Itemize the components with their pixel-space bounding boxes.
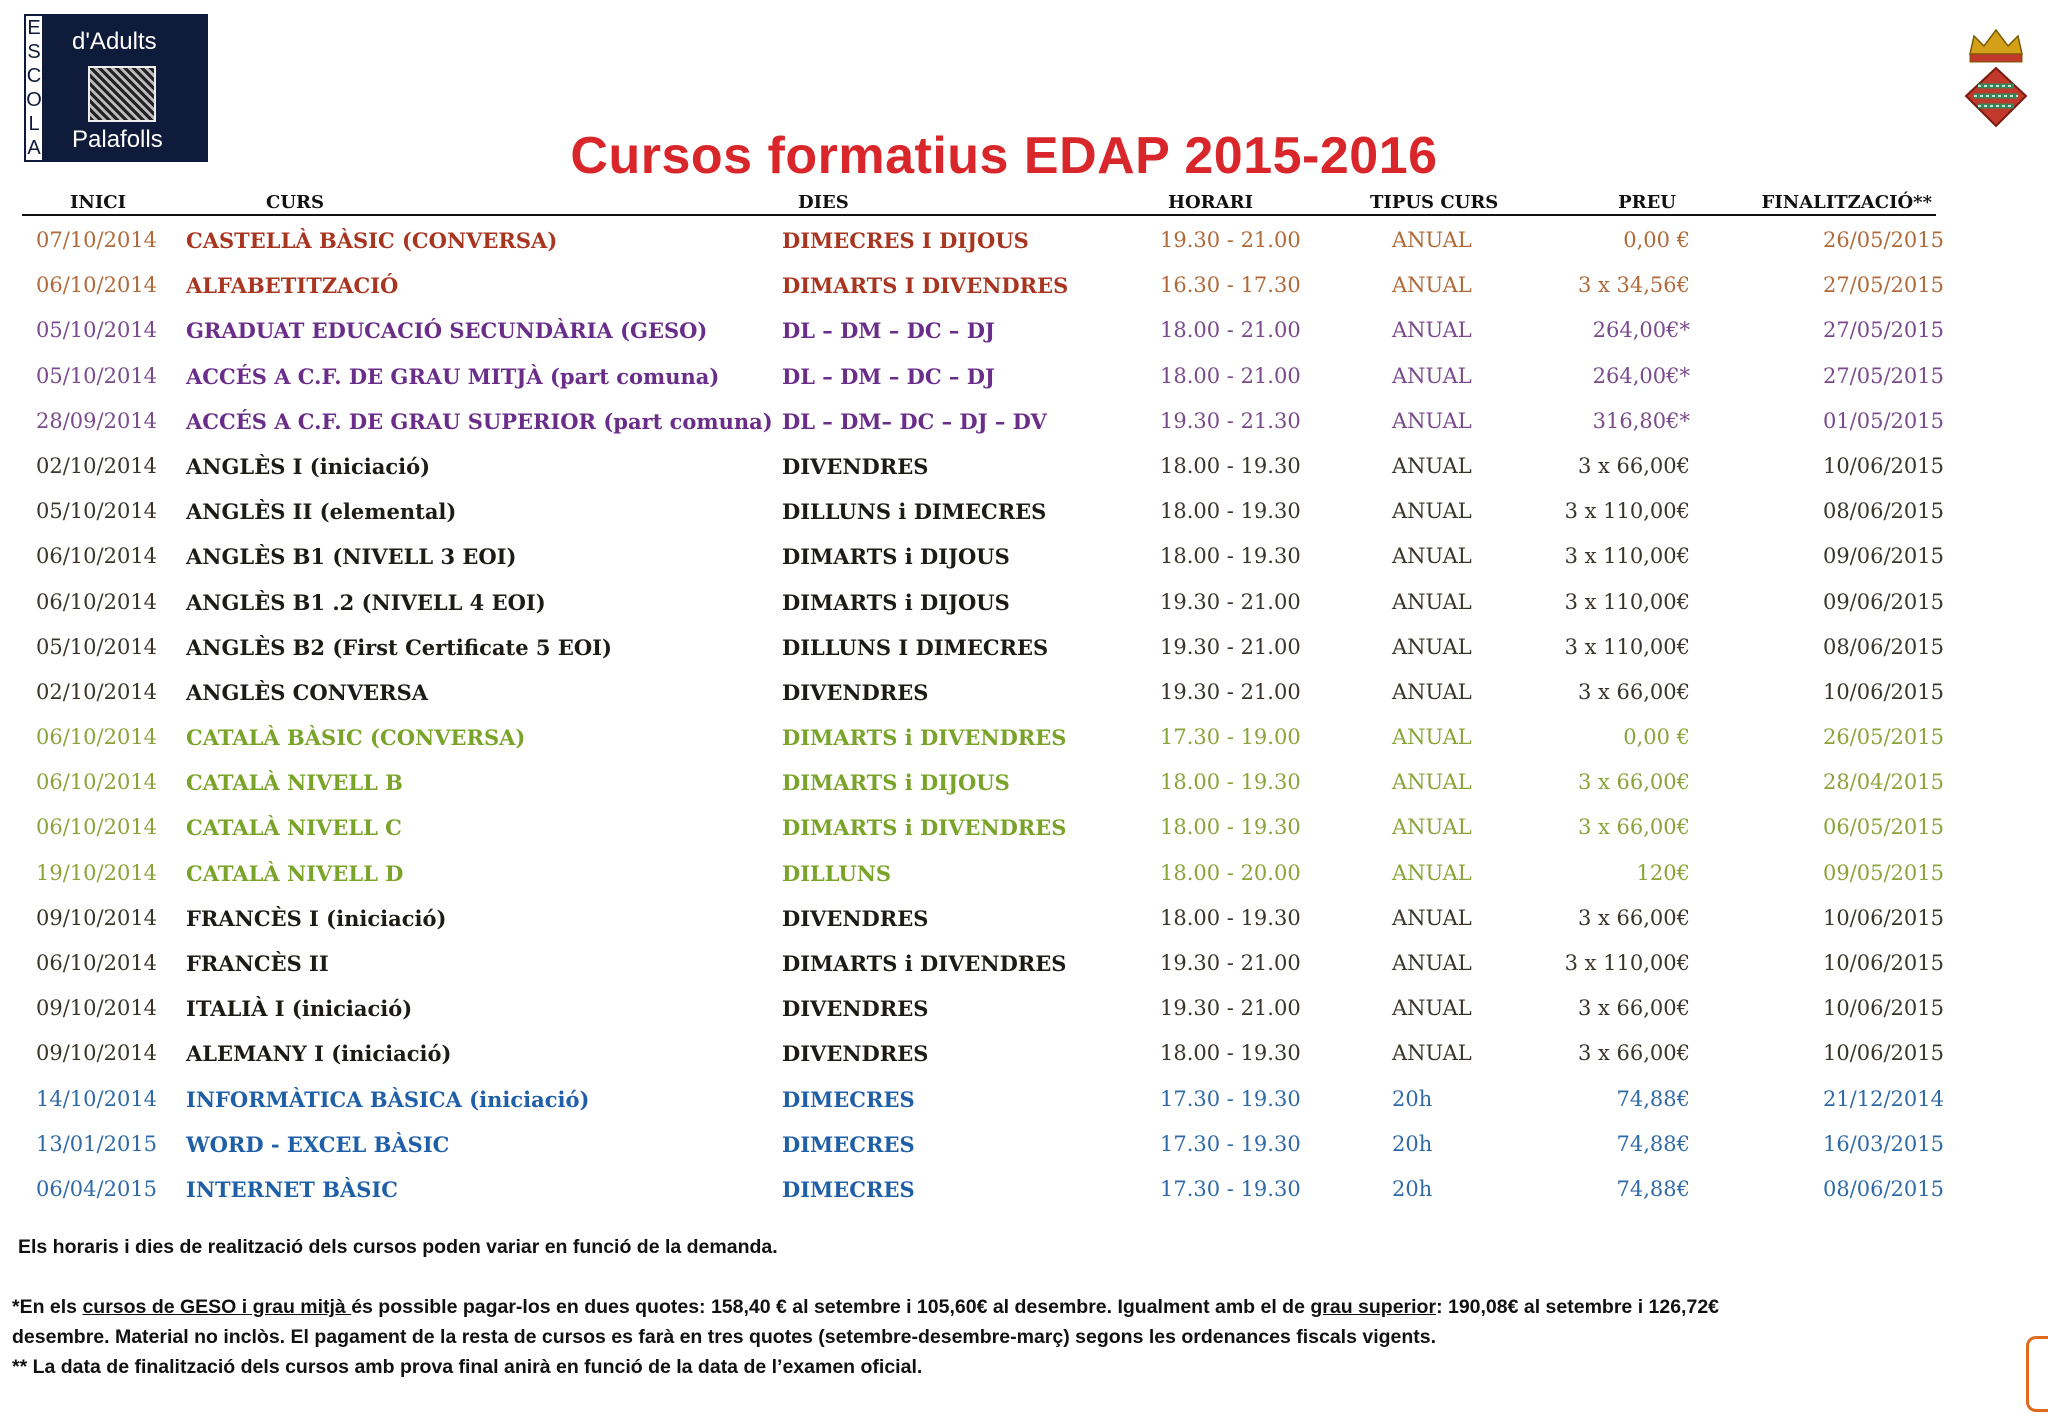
header-horari: HORARI [1168,192,1253,213]
cell-curs: CATALÀ NIVELL D [186,860,404,886]
cell-preu: 0,00 € [1623,725,1690,750]
cell-preu: 74,88€ [1616,1131,1690,1156]
cell-dies: DIVENDRES [782,1041,929,1067]
cell-dies: DIMARTS I DIVENDRES [782,273,1069,299]
cell-dies: DILLUNS i DIMECRES [782,499,1047,525]
cell-curs: ACCÉS A C.F. DE GRAU SUPERIOR (part comuna) [186,408,773,434]
cell-finalitzacio: 16/03/2015 [1822,1131,1944,1156]
cell-finalitzacio: 27/05/2015 [1822,363,1944,388]
note-finalization: ** La data de finalització dels cursos amb prova final anirà en funció de la data de l’examen oficial. [12,1356,923,1378]
logo-letter: L [28,113,40,135]
cell-finalitzacio: 10/06/2015 [1822,905,1944,930]
cell-preu: 74,88€ [1616,1086,1690,1111]
cell-inici: 05/10/2014 [36,634,158,659]
cell-inici: 02/10/2014 [36,679,158,704]
cell-preu: 0,00 € [1623,228,1690,252]
cell-dies: DIVENDRES [782,679,929,705]
table-row [22,261,1944,306]
cell-inici: 09/10/2014 [36,905,158,930]
cell-tipus: ANUAL [1392,363,1472,388]
cell-finalitzacio: 26/05/2015 [1822,228,1944,252]
header-finalitzacio: FINALITZACIÓ** [1761,192,1932,213]
cell-inici: 06/10/2014 [36,815,158,840]
cell-inici: 19/10/2014 [36,860,158,885]
cell-inici: 09/10/2014 [36,1041,158,1066]
cell-tipus: 20h [1392,1131,1433,1156]
table-row [22,1165,1944,1210]
table-row [22,397,1944,442]
cell-preu: 74,88€ [1616,1176,1690,1201]
table-row [22,532,1944,577]
cell-preu: 3 x 110,00€ [1564,634,1690,659]
cell-dies: DL – DM – DC – DJ [782,318,995,344]
cell-curs: ANGLÈS B1 (NIVELL 3 EOI) [186,544,517,570]
cell-tipus: ANUAL [1392,996,1472,1021]
courses-table [22,190,1944,1210]
table-row [22,216,1944,261]
cell-horari: 18.00 - 21.00 [1160,363,1301,388]
cell-dies: DIMECRES I DIJOUS [782,228,1029,253]
logo-letter: O [26,89,42,111]
cell-tipus: ANUAL [1392,273,1472,298]
cell-finalitzacio: 08/06/2015 [1822,499,1944,524]
cell-dies: DILLUNS [782,860,892,886]
table-row [22,578,1944,623]
cell-horari: 18.00 - 19.30 [1160,905,1301,930]
cell-finalitzacio: 09/06/2015 [1822,544,1944,569]
cell-dies: DIVENDRES [782,453,929,479]
cell-horari: 18.00 - 19.30 [1160,1041,1301,1066]
cell-curs: CATALÀ NIVELL C [186,815,402,841]
cell-curs: ALFABETITZACIÓ [186,273,399,299]
cell-preu: 3 x 66,00€ [1577,453,1690,478]
note-text: és possible pagar-los en dues quotes: 158,40 € al setembre i 105,60€ al desembre. Igualment amb el de [351,1296,1311,1318]
cell-tipus: ANUAL [1392,499,1472,524]
cell-horari: 18.00 - 19.30 [1160,770,1301,795]
cell-dies: DIMARTS i DIVENDRES [782,815,1067,841]
table-body [22,216,1944,1210]
table-row [22,623,1944,668]
note-underlined: grau superior [1310,1296,1437,1318]
cell-dies: DIMECRES [782,1131,915,1157]
cell-curs: ANGLÈS II (elemental) [186,499,457,525]
cell-horari: 19.30 - 21.30 [1160,408,1301,433]
cell-finalitzacio: 06/05/2015 [1822,815,1944,840]
cell-curs: CATALÀ NIVELL B [186,770,403,796]
cell-horari: 17.30 - 19.00 [1160,725,1301,750]
logo-letter: E [27,17,41,39]
cell-curs: ANGLÈS B1 .2 (NIVELL 4 EOI) [186,589,546,615]
note-schedule: Els horaris i dies de realització dels cursos poden variar en funció de la demanda. [18,1236,778,1258]
cell-dies: DIVENDRES [782,996,929,1022]
cell-horari: 19.30 - 21.00 [1160,679,1301,704]
cell-inici: 06/10/2014 [36,544,158,569]
page-title: Cursos formatius EDAP 2015-2016 [570,127,1438,185]
table-row [22,1120,1944,1165]
cell-preu: 3 x 66,00€ [1577,996,1690,1021]
note-underlined: cursos de GESO i grau mitjà [82,1296,352,1318]
cell-dies: DIMARTS i DIJOUS [782,544,1010,570]
cell-inici: 06/10/2014 [36,273,158,298]
cell-horari: 19.30 - 21.00 [1160,996,1301,1021]
table-row [22,803,1944,848]
table-row [22,713,1944,758]
header-tipus: TIPUS CURS [1370,192,1499,213]
cell-preu: 120€ [1636,860,1690,885]
cell-tipus: ANUAL [1392,725,1472,750]
cell-preu: 3 x 110,00€ [1564,951,1690,975]
logo-letter: C [26,65,42,87]
cell-dies: DIVENDRES [782,905,929,931]
cell-curs: INTERNET BÀSIC [186,1176,398,1202]
note-text: *En els [12,1296,83,1318]
cell-tipus: ANUAL [1392,589,1472,614]
cell-curs: FRANCÈS II [186,951,329,976]
cell-finalitzacio: 10/06/2015 [1822,951,1944,975]
cell-curs: ANGLÈS I (iniciació) [186,453,431,479]
header-preu: PREU [1618,192,1676,213]
cell-curs: INFORMÀTICA BÀSICA (iniciació) [186,1086,590,1112]
cell-dies: DIMECRES [782,1086,915,1112]
cell-inici: 02/10/2014 [36,453,158,478]
logo-letter: A [27,137,41,159]
cell-horari: 17.30 - 19.30 [1160,1086,1301,1111]
header-curs: CURS [266,192,324,213]
cell-inici: 05/10/2014 [36,499,158,524]
cell-preu: 3 x 110,00€ [1564,544,1690,569]
cell-tipus: ANUAL [1392,634,1472,659]
cell-finalitzacio: 09/06/2015 [1822,589,1944,614]
cell-preu: 3 x 66,00€ [1577,905,1690,930]
cell-preu: 3 x 110,00€ [1564,589,1690,614]
cell-curs: ALEMANY I (iniciació) [186,1041,452,1067]
logo-bottom-text: Palafolls [72,126,163,153]
cell-tipus: ANUAL [1392,228,1472,252]
cell-horari: 18.00 - 19.30 [1160,815,1301,840]
cell-horari: 17.30 - 19.30 [1160,1176,1301,1201]
cell-inici: 05/10/2014 [36,363,158,388]
cell-preu: 3 x 66,00€ [1577,1041,1690,1066]
table-row [22,939,1944,984]
cell-finalitzacio: 26/05/2015 [1822,725,1944,750]
cell-inici: 06/10/2014 [36,951,158,975]
town-crest-icon [1960,24,2032,134]
cell-tipus: ANUAL [1392,1041,1472,1066]
cell-horari: 18.00 - 19.30 [1160,453,1301,478]
cell-tipus: ANUAL [1392,815,1472,840]
cell-inici: 14/10/2014 [36,1086,158,1111]
cell-horari: 16.30 - 17.30 [1160,273,1301,298]
cell-finalitzacio: 10/06/2015 [1822,453,1944,478]
logo-letter: S [27,41,41,63]
cell-finalitzacio: 10/06/2015 [1822,679,1944,704]
cell-dies: DL – DM– DC – DJ – DV [782,408,1047,434]
cell-preu: 3 x 66,00€ [1577,679,1690,704]
cell-tipus: 20h [1392,1176,1433,1201]
cell-curs: GRADUAT EDUCACIÓ SECUNDÀRIA (GESO) [186,318,708,344]
cell-tipus: ANUAL [1392,544,1472,569]
cell-dies: DIMARTS i DIVENDRES [782,951,1067,976]
cell-curs: ANGLÈS B2 (First Certificate 5 EOI) [186,634,612,660]
cell-horari: 18.00 - 21.00 [1160,318,1301,343]
table-row [22,306,1944,351]
cell-curs: ANGLÈS CONVERSA [186,679,429,705]
corner-stamp [2026,1336,2048,1412]
cell-tipus: ANUAL [1392,408,1472,433]
cell-inici: 05/10/2014 [36,318,158,343]
cell-curs: ITALIÀ I (iniciació) [186,996,413,1022]
cell-finalitzacio: 08/06/2015 [1822,1176,1944,1201]
cell-curs: WORD - EXCEL BÀSIC [186,1131,450,1157]
cell-dies: DL – DM – DC – DJ [782,363,995,389]
cell-finalitzacio: 09/05/2015 [1822,860,1944,885]
cell-dies: DILLUNS I DIMECRES [782,634,1049,660]
cell-finalitzacio: 21/12/2014 [1822,1086,1944,1111]
note-text: : 190,08€ al setembre i 126,72€ [1436,1296,1720,1318]
cell-tipus: ANUAL [1392,679,1472,704]
cell-dies: DIMARTS i DIVENDRES [782,725,1067,751]
cell-horari: 18.00 - 20.00 [1160,860,1301,885]
table-row [22,442,1944,487]
cell-inici: 13/01/2015 [36,1131,158,1156]
cell-curs: ACCÉS A C.F. DE GRAU MITJÀ (part comuna) [186,363,720,389]
logo-top-text: d'Adults [72,28,157,55]
cell-preu: 316,80€* [1592,408,1690,433]
table-row [22,352,1944,397]
cell-inici: 09/10/2014 [36,996,158,1021]
cell-inici: 07/10/2014 [36,228,158,252]
cell-horari: 19.30 - 21.00 [1160,589,1301,614]
cell-tipus: ANUAL [1392,951,1472,975]
cell-curs: FRANCÈS I (iniciació) [186,905,447,931]
cell-horari: 17.30 - 19.30 [1160,1131,1301,1156]
cell-preu: 264,00€* [1592,318,1690,343]
cell-tipus: 20h [1392,1086,1433,1111]
cell-finalitzacio: 10/06/2015 [1822,996,1944,1021]
cell-finalitzacio: 27/05/2015 [1822,273,1944,298]
cell-horari: 18.00 - 19.30 [1160,499,1301,524]
cell-finalitzacio: 01/05/2015 [1822,408,1944,433]
cell-finalitzacio: 10/06/2015 [1822,1041,1944,1066]
cell-preu: 3 x 66,00€ [1577,770,1690,795]
cell-inici: 06/04/2015 [36,1176,158,1201]
table-row [22,894,1944,939]
cell-tipus: ANUAL [1392,860,1472,885]
cell-horari: 19.30 - 21.00 [1160,228,1301,252]
cell-curs: CASTELLÀ BÀSIC (CONVERSA) [186,228,558,253]
cell-dies: DIMECRES [782,1176,915,1202]
note-payment-cont: desembre. Material no inclòs. El pagament de la resta de cursos es farà en tres quotes (setembre-desembre-març) segons les ordenances fiscals vigents. [12,1326,1437,1348]
note-payment [12,1292,1719,1322]
table-header [22,190,1936,216]
table-row [22,984,1944,1029]
header-inici: INICI [70,192,127,213]
cell-inici: 28/09/2014 [36,408,158,433]
header-dies: DIES [798,192,849,213]
cell-tipus: ANUAL [1392,453,1472,478]
table-row [22,849,1944,894]
cell-tipus: ANUAL [1392,905,1472,930]
cell-dies: DIMARTS i DIJOUS [782,770,1010,796]
table-row [22,758,1944,803]
cell-inici: 06/10/2014 [36,589,158,614]
cell-inici: 06/10/2014 [36,770,158,795]
cell-horari: 19.30 - 21.00 [1160,951,1301,975]
cell-preu: 264,00€* [1592,363,1690,388]
cell-horari: 18.00 - 19.30 [1160,544,1301,569]
cell-finalitzacio: 28/04/2015 [1822,770,1944,795]
cell-preu: 3 x 66,00€ [1577,815,1690,840]
table-row [22,487,1944,532]
cell-preu: 3 x 34,56€ [1577,273,1690,298]
cell-curs: CATALÀ BÀSIC (CONVERSA) [186,725,526,751]
logo-emblem-icon [88,66,156,122]
cell-dies: DIMARTS i DIJOUS [782,589,1010,615]
table-row [22,668,1944,713]
table-row [22,1075,1944,1120]
cell-horari: 19.30 - 21.00 [1160,634,1301,659]
cell-inici: 06/10/2014 [36,725,158,750]
cell-preu: 3 x 110,00€ [1564,499,1690,524]
cell-tipus: ANUAL [1392,770,1472,795]
table-row [22,1029,1944,1074]
cell-finalitzacio: 08/06/2015 [1822,634,1944,659]
cell-finalitzacio: 27/05/2015 [1822,318,1944,343]
cell-tipus: ANUAL [1392,318,1472,343]
